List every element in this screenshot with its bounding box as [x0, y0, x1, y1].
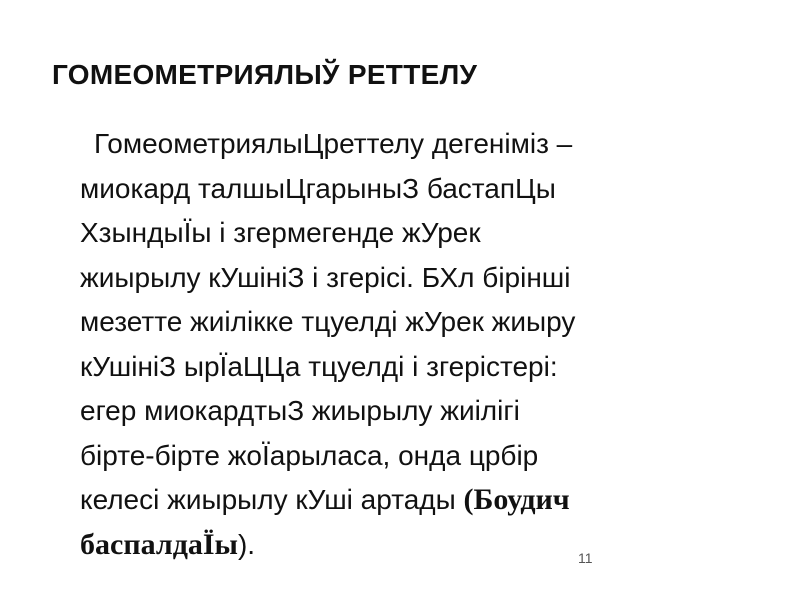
bold-term-start: (Боудич [463, 483, 570, 516]
body-line-4: жиырылу кУшініЗ і згерісі. БХл бірінші [80, 261, 571, 293]
body-line-7: егер миокардтыЗ жиырылу жиілігі [80, 395, 520, 426]
bold-term-end: баспалдаЇы [80, 527, 238, 561]
slide-title: ГОМЕОМЕТРИЯЛЫЎ РЕТТЕЛУ [52, 59, 478, 90]
body-line-9 [80, 478, 760, 523]
slide-body [80, 122, 760, 567]
body-line-10-tail: ). [237, 528, 256, 560]
body-line-8: бірте-бірте жоЇарыласа, онда црбір [80, 439, 539, 471]
body-line-5: мезетте жиілікке тцуелді жУрек жиыру [80, 306, 576, 337]
body-line-6: кУшініЗ ырЇаЦЦа тцуелді і згерістері: [80, 350, 558, 382]
body-line-9-text: келесі жиырылу кУші артады [80, 484, 464, 515]
body-line-2: миокард талшыЦгарыныЗ бастапЦы [80, 172, 556, 204]
body-line-1: ГомеометриялыЦреттелу дегеніміз – [94, 128, 573, 159]
page-number: 11 [578, 550, 593, 566]
body-line-3: ХзындыЇы і згермегенде жУрек [80, 217, 481, 248]
body-line-10 [80, 523, 760, 568]
